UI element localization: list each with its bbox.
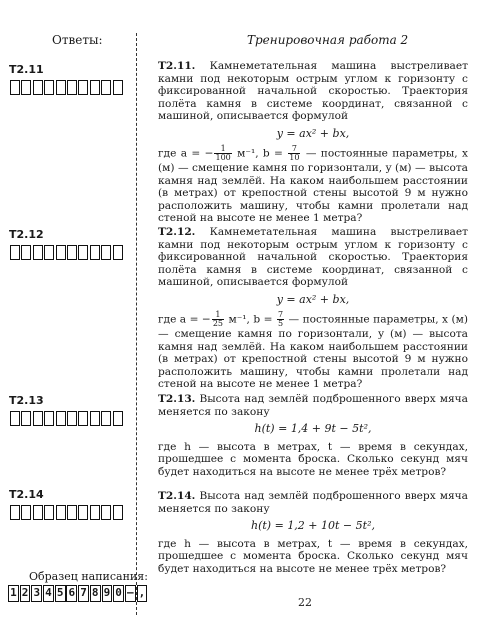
problem-id: Т2.14. <box>158 490 196 502</box>
answer-cell[interactable] <box>90 245 100 260</box>
problem-body: — постоянные параметры, x (м) — смещение камня по горизонтали, y (м) — высота камня над землёй. На каком наибольшем расстоянии (в метрах) от крепостной стены высотой 9 м нужно расположить машину, чтобы камни пролетали над стеной на высоте не менее 1 метра? <box>158 147 469 224</box>
answer-cell[interactable] <box>67 505 77 520</box>
fraction-b: $\frac{7}{10}$ <box>289 144 300 162</box>
answers-title: Ответы: <box>52 33 103 47</box>
problem-t2-11 <box>158 60 468 225</box>
problem-id: Т2.13. <box>158 393 196 405</box>
answer-cell[interactable] <box>44 245 54 260</box>
answer-cell[interactable] <box>113 505 123 520</box>
answer-cell[interactable] <box>78 411 88 426</box>
answer-cell[interactable] <box>113 411 123 426</box>
problem-intro: Высота над землёй подброшенного вверх мяча меняется по закону <box>158 393 468 418</box>
sample-label: Образец написания: <box>29 570 148 583</box>
fraction-a: $\frac{1}{25}$ <box>212 310 223 328</box>
sample-cell: 3 <box>31 585 42 602</box>
answer-cell[interactable] <box>21 411 31 426</box>
answer-cell[interactable] <box>78 505 88 520</box>
problem-t2-14 <box>158 490 468 575</box>
answer-cell[interactable] <box>67 411 77 426</box>
answer-label-t2-11: Т2.11 <box>9 63 44 76</box>
formula: y = ax² + bx, <box>276 126 350 140</box>
answer-cell[interactable] <box>33 411 43 426</box>
answer-cell[interactable] <box>33 505 43 520</box>
column-divider <box>136 33 137 615</box>
problem-intro: Камнеметательная машина выстреливает камни под некоторым острым углом к горизонту с фиксированной начальной скоростью. Траектория полёта камня в системе координат, связанной с машиной, описывается формулой <box>158 60 468 122</box>
answer-cell[interactable] <box>33 245 43 260</box>
answer-cell[interactable] <box>101 245 111 260</box>
sample-cell: – <box>125 585 136 602</box>
answer-cell[interactable] <box>67 245 77 260</box>
formula: y = ax² + bx, <box>276 292 350 306</box>
answer-boxes-t2-14[interactable] <box>10 505 124 520</box>
answer-cell[interactable] <box>21 505 31 520</box>
answer-cell[interactable] <box>33 80 43 95</box>
sample-boxes <box>8 585 148 602</box>
answer-cell[interactable] <box>44 505 54 520</box>
problem-intro: Высота над землёй подброшенного вверх мяча меняется по закону <box>158 490 468 515</box>
answer-cell[interactable] <box>113 80 123 95</box>
answer-cell[interactable] <box>101 505 111 520</box>
answer-cell[interactable] <box>90 505 100 520</box>
sample-cell: 0 <box>113 585 124 602</box>
sample-cell: 2 <box>20 585 31 602</box>
answer-cell[interactable] <box>56 245 66 260</box>
formula: h(t) = 1,4 + 9t − 5t², <box>254 422 372 435</box>
fraction-a: $\frac{1}{100}$ <box>215 144 231 162</box>
sample-cell: 6 <box>66 585 77 602</box>
answer-cell[interactable] <box>101 80 111 95</box>
answer-boxes-t2-11[interactable] <box>10 80 124 95</box>
answer-cell[interactable] <box>56 505 66 520</box>
answer-cell[interactable] <box>44 80 54 95</box>
problem-body: — постоянные параметры, x (м) — смещение камня по горизонтали, y (м) — высота камня над землёй. На каком наибольшем расстоянии (в метрах) от крепостной стены высотой 9 м нужно расположить машину, чтобы камни пролетали над стеной на высоте не менее 1 метра? <box>158 313 469 390</box>
problem-body: где h — высота в метрах, t — время в секундах, прошедшее с момента броска. Сколько секунд мяч будет находиться на высоте не менее трёх метров? <box>158 537 468 575</box>
a-unit: м⁻¹, b = <box>232 147 288 160</box>
answer-cell[interactable] <box>90 411 100 426</box>
answer-label-t2-13: Т2.13 <box>9 394 44 407</box>
problem-id: Т2.12. <box>158 226 196 238</box>
sample-cell: 8 <box>90 585 101 602</box>
a-unit: м⁻¹, b = <box>225 313 276 326</box>
formula: h(t) = 1,2 + 10t − 5t², <box>251 519 375 532</box>
problem-t2-12 <box>158 226 468 391</box>
answer-boxes-t2-13[interactable] <box>10 411 124 426</box>
answer-cell[interactable] <box>10 411 20 426</box>
answer-cell[interactable] <box>101 411 111 426</box>
where-prefix: где a = − <box>158 313 211 326</box>
problem-id: Т2.11. <box>158 60 196 72</box>
answer-cell[interactable] <box>113 245 123 260</box>
answer-label-t2-12: Т2.12 <box>9 228 44 241</box>
page-number: 22 <box>298 596 312 609</box>
problem-intro: Камнеметательная машина выстреливает камни под некоторым острым углом к горизонту с фиксированной начальной скоростью. Траектория полёта камня в системе координат, связанной с машиной, описывается формулой <box>158 226 468 288</box>
sample-cell: 5 <box>55 585 66 602</box>
answer-cell[interactable] <box>10 80 20 95</box>
answer-cell[interactable] <box>44 411 54 426</box>
answer-cell[interactable] <box>10 505 20 520</box>
answer-label-t2-14: Т2.14 <box>9 488 44 501</box>
sample-cell: 7 <box>78 585 89 602</box>
answer-cell[interactable] <box>56 80 66 95</box>
problem-body: где h — высота в метрах, t — время в секундах, прошедшее с момента броска. Сколько секунд мяч будет находиться на высоте не менее трёх метров? <box>158 440 468 478</box>
work-title: Тренировочная работа 2 <box>247 33 409 47</box>
sample-cell: 4 <box>43 585 54 602</box>
answer-boxes-t2-12[interactable] <box>10 245 124 260</box>
sample-cell: 1 <box>8 585 19 602</box>
answer-cell[interactable] <box>21 245 31 260</box>
sample-cell: 9 <box>102 585 113 602</box>
answer-cell[interactable] <box>67 80 77 95</box>
answer-cell[interactable] <box>10 245 20 260</box>
where-prefix: где a = − <box>158 147 214 160</box>
answer-cell[interactable] <box>78 245 88 260</box>
answer-cell[interactable] <box>21 80 31 95</box>
answer-cell[interactable] <box>78 80 88 95</box>
problem-t2-13 <box>158 393 468 478</box>
answer-cell[interactable] <box>90 80 100 95</box>
answer-cell[interactable] <box>56 411 66 426</box>
sample-cell: , <box>137 585 148 602</box>
fraction-b: $\frac{7}{5}$ <box>277 310 284 328</box>
